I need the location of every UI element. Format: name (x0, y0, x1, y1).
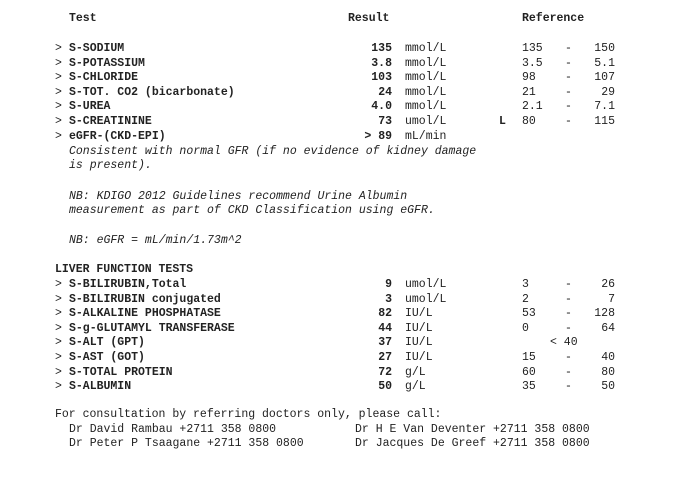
ref-separator: - (565, 56, 572, 70)
row-marker: > (55, 129, 62, 143)
test-unit: mmol/L (405, 85, 447, 99)
ref-separator: - (565, 71, 572, 85)
test-result: 72 (378, 365, 392, 379)
ref-low: 3 (522, 278, 529, 291)
ref-separator: - (565, 365, 572, 379)
consult-doctor-1: Dr David Rambau +2711 358 0800 (69, 423, 277, 436)
ref-text: < 40 (550, 336, 578, 350)
ref-separator: - (565, 321, 572, 335)
ref-high: 7 (608, 292, 615, 306)
header-test: Test (69, 12, 97, 25)
test-unit: IU/L (405, 336, 433, 350)
ref-low: 0 (522, 321, 529, 335)
test-result: 9 (385, 278, 392, 291)
row-marker: > (55, 71, 62, 85)
test-name: S-SODIUM (69, 42, 125, 55)
test-unit: mmol/L (405, 71, 447, 85)
ref-high: 26 (601, 278, 615, 291)
row-marker: > (55, 85, 62, 99)
test-unit: g/L (405, 365, 426, 379)
test-flag: L (499, 115, 506, 128)
consult-doctor-2: Dr H E Van Deventer +2711 358 0800 (355, 423, 590, 436)
test-result: 27 (378, 351, 392, 364)
nb-kdigo-line-1: NB: KDIGO 2012 Guidelines recommend Urine Albumin (69, 190, 408, 203)
row-marker: > (55, 100, 62, 114)
ref-low: 80 (522, 115, 536, 128)
nb-kdigo-line-2: measurement as part of CKD Classification using eGFR. (69, 204, 435, 217)
test-result: 135 (371, 42, 392, 55)
test-unit: umol/L (405, 278, 447, 291)
test-unit: umol/L (405, 292, 447, 306)
ref-low: 98 (522, 71, 536, 85)
test-unit: umol/L (405, 115, 447, 128)
row-marker: > (55, 56, 62, 70)
consult-doctor-3: Dr Peter P Tsaagane +2711 358 0800 (69, 437, 304, 450)
test-result: 82 (378, 307, 392, 321)
ref-low: 2 (522, 292, 529, 306)
header-result: Result (348, 12, 390, 25)
ref-high: 50 (601, 380, 615, 394)
test-result: 24 (378, 85, 392, 99)
test-name: eGFR-(CKD-EPI) (69, 129, 166, 143)
test-unit: mmol/L (405, 100, 447, 114)
ref-separator: - (565, 307, 572, 321)
ref-separator: - (565, 292, 572, 306)
test-result: > 89 (364, 129, 392, 143)
row-marker: > (55, 365, 62, 379)
test-name: S-ALT (GPT) (69, 336, 145, 350)
ref-low: 135 (522, 42, 543, 55)
ref-separator: - (565, 42, 572, 55)
ref-high: 128 (594, 307, 615, 321)
header-reference: Reference (522, 12, 585, 25)
nb-egfr-units: NB: eGFR = mL/min/1.73m^2 (69, 234, 242, 247)
test-name: S-BILIRUBIN conjugated (69, 292, 221, 306)
ref-separator: - (565, 100, 572, 114)
test-unit: IU/L (405, 351, 433, 364)
row-marker: > (55, 321, 62, 335)
row-marker: > (55, 351, 62, 364)
test-result: 103 (371, 71, 392, 85)
ref-low: 21 (522, 85, 536, 99)
test-unit: mmol/L (405, 42, 447, 55)
ref-separator: - (565, 380, 572, 394)
test-name: S-ALBUMIN (69, 380, 132, 394)
ref-high: 40 (601, 351, 615, 364)
test-unit: IU/L (405, 321, 433, 335)
ref-separator: - (565, 278, 572, 291)
ref-separator: - (565, 351, 572, 364)
test-name: S-TOTAL PROTEIN (69, 365, 173, 379)
test-name: S-ALKALINE PHOSPHATASE (69, 307, 221, 321)
ref-separator: - (565, 85, 572, 99)
test-result: 4.0 (371, 100, 392, 114)
ref-low: 60 (522, 365, 536, 379)
ref-high: 80 (601, 365, 615, 379)
ref-high: 7.1 (594, 100, 615, 114)
test-name: S-CREATININE (69, 115, 152, 128)
consult-intro: For consultation by referring doctors only, please call: (55, 408, 442, 421)
test-result: 44 (378, 321, 392, 335)
ref-high: 29 (601, 85, 615, 99)
test-result: 3.8 (371, 56, 392, 70)
test-result: 50 (378, 380, 392, 394)
test-result: 3 (385, 292, 392, 306)
row-marker: > (55, 380, 62, 394)
row-marker: > (55, 292, 62, 306)
test-result: 73 (378, 115, 392, 128)
ref-low: 35 (522, 380, 536, 394)
test-name: S-AST (GOT) (69, 351, 145, 364)
test-name: S-TOT. CO2 (bicarbonate) (69, 85, 235, 99)
test-name: S-UREA (69, 100, 111, 114)
test-result: 37 (378, 336, 392, 350)
test-unit: g/L (405, 380, 426, 394)
ref-high: 5.1 (594, 56, 615, 70)
ref-low: 3.5 (522, 56, 543, 70)
ref-high: 64 (601, 321, 615, 335)
ref-high: 150 (594, 42, 615, 55)
row-marker: > (55, 42, 62, 55)
test-name: S-BILIRUBIN,Total (69, 278, 187, 291)
ref-low: 15 (522, 351, 536, 364)
egfr-comment-line-2: is present). (69, 159, 152, 172)
test-unit: IU/L (405, 307, 433, 321)
ref-high: 115 (594, 115, 615, 128)
egfr-comment-line-1: Consistent with normal GFR (if no evidence of kidney damage (69, 145, 477, 158)
row-marker: > (55, 278, 62, 291)
row-marker: > (55, 115, 62, 128)
ref-separator: - (565, 115, 572, 128)
test-name: S-g-GLUTAMYL TRANSFERASE (69, 321, 235, 335)
test-unit: mmol/L (405, 56, 447, 70)
consult-doctor-4: Dr Jacques De Greef +2711 358 0800 (355, 437, 590, 450)
ref-low: 2.1 (522, 100, 543, 114)
test-unit: mL/min (405, 129, 447, 143)
test-name: S-CHLORIDE (69, 71, 139, 85)
liver-section-title: LIVER FUNCTION TESTS (55, 263, 194, 276)
row-marker: > (55, 307, 62, 321)
ref-low: 53 (522, 307, 536, 321)
ref-high: 107 (594, 71, 615, 85)
test-name: S-POTASSIUM (69, 56, 145, 70)
row-marker: > (55, 336, 62, 350)
